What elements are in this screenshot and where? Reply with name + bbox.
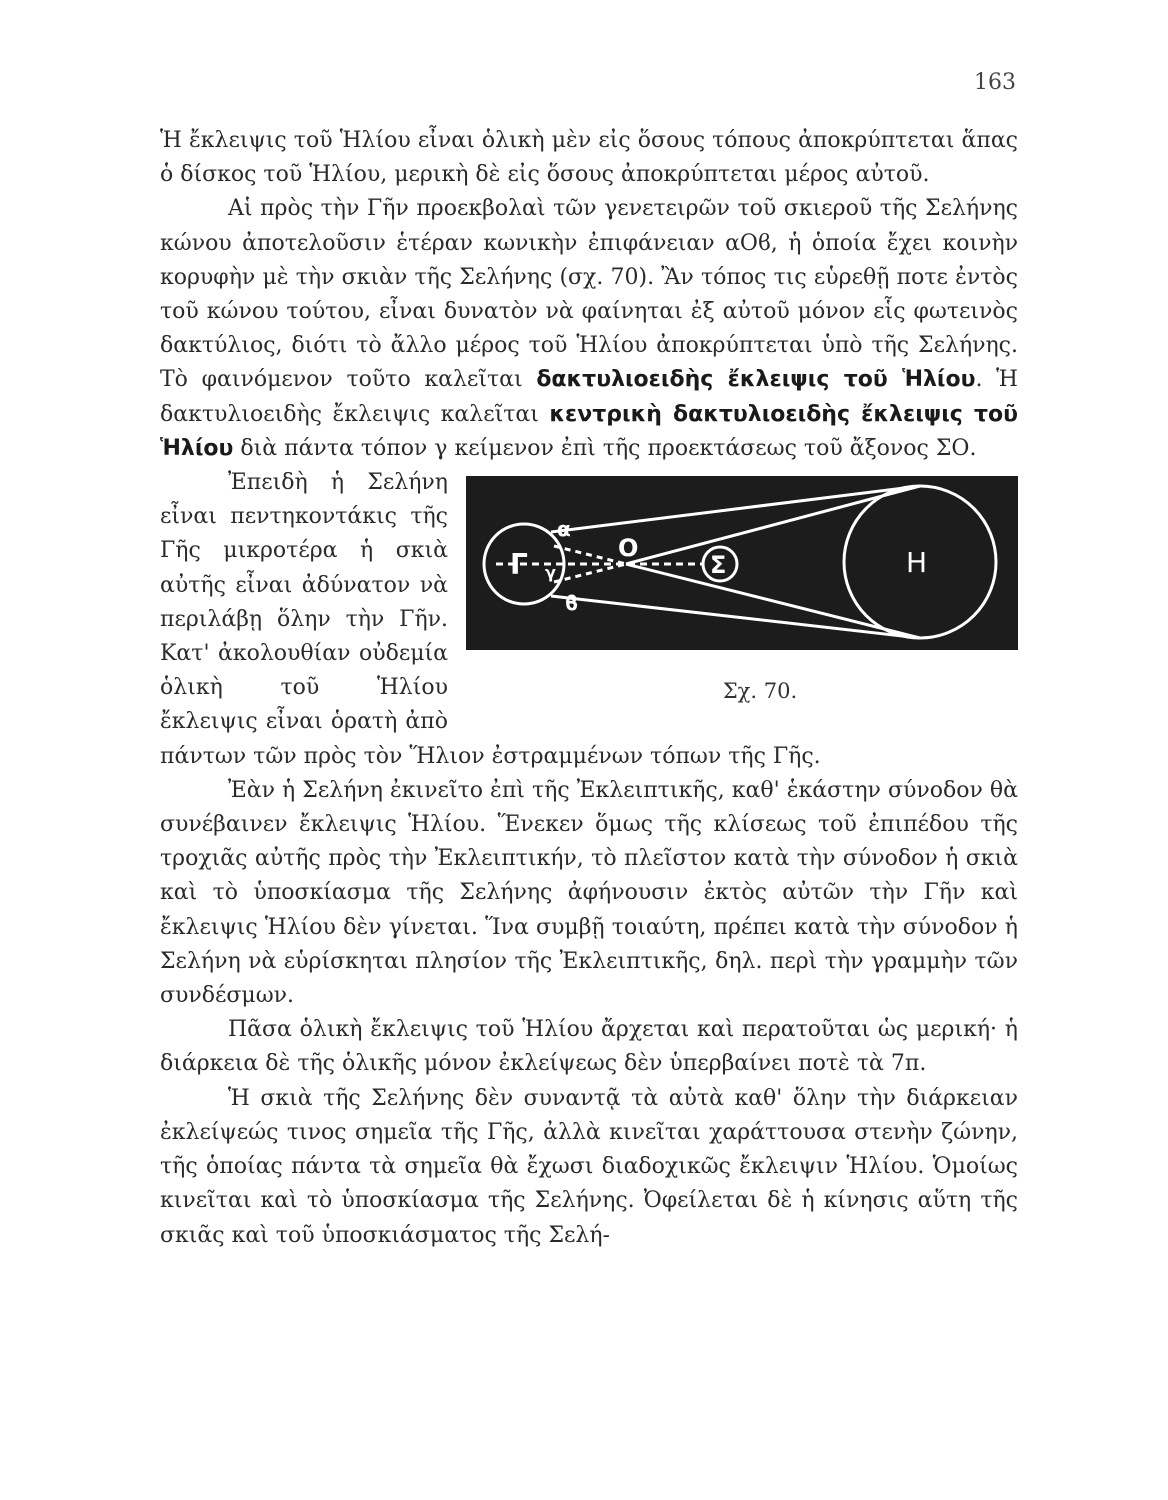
text-run: Αἱ πρὸς τὴν Γῆν προεκβολαὶ τῶν γενετειρῶν τοῦ σκιεροῦ τῆς Σελήνης κώνου ἀποτελοῦσιν ἑτέραν κωνικὴν ἐπιφάνειαν αΟϐ, ἡ ὁποία ἔχει κοινὴν κορυφὴν μὲ τὴν σκιὰν τῆς Σελήνης (σχ. 70). Ἂν τόπος τις εὑρεθῇ ποτε ἐντὸς τοῦ κώνου τούτου, εἶναι δυνατὸν νὰ φαίνηται ἐξ αὐτοῦ μόνον εἷς φωτεινὸς δακτύλιος, διότι τὸ ἄλλο μέρος τοῦ Ἡλίου ἀποκρύπτεται ὑπὸ τῆς Σελήνης. Τὸ φαινόμενον τοῦτο καλεῖται xyxy=(160,196,1018,393)
paragraph-1 xyxy=(160,124,1018,192)
sun-label: Η xyxy=(906,546,928,580)
vertex-label: Ο xyxy=(618,534,639,563)
paragraph-6 xyxy=(160,1082,1018,1253)
alpha-label: α xyxy=(557,517,571,542)
text-run: Ἡ ἔκλειψις τοῦ Ἡλίου εἶναι ὁλικὴ μὲν εἰς ὅσους τόπους ἀποκρύπτεται ἅπας ὁ δίσκος τοῦ Ἡλίου, μερικὴ δὲ εἰς ὅσους ἀποκρύπτεται μέρος αὐτοῦ. xyxy=(160,128,1018,188)
gamma-label: γ xyxy=(545,563,556,583)
paragraph-2 xyxy=(160,192,1018,466)
text-run: Ἡ σκιὰ τῆς Σελήνης δὲν συναντᾷ τὰ αὐτὰ καθ' ὅλην τὴν διάρκειαν ἐκλείψεώς τινος σημεῖα τῆς Γῆς, ἀλλὰ κινεῖται χαράττουσα στενὴν ζώνην, τῆς ὁποίας πάντα τὰ σημεῖα θὰ ἔχωσι διαδοχικῶς ἔκλειψιν Ἡλίου. Ὁμοίως κινεῖται καὶ τὸ ὑποσκίασμα τῆς Σελήνης. Ὀφείλεται δὲ ἡ κίνησις αὕτη τῆς σκιᾶς καὶ τοῦ ὑποσκιάσματος τῆς Σελή- xyxy=(160,1085,1018,1248)
earth-label: Γ xyxy=(510,548,528,582)
bold-term: δακτυλιοειδὴς ἔκλειψις τοῦ Ἡλίου xyxy=(536,367,976,393)
figure-caption: Σχ. 70. xyxy=(722,679,798,704)
paragraph-4 xyxy=(160,774,1018,1013)
text-run: διὰ πάντα τόπον γ κείμενον ἐπὶ τῆς προεκτάσεως τοῦ ἄξονος ΣΟ. xyxy=(233,435,977,461)
text-run: Ἐπειδὴ ἡ Σελήνη εἶναι πεντηκοντάκις τῆς Γῆς μικροτέρα ἡ σκιὰ αὐτῆς εἶναι ἀδύνατον νὰ περιλάβῃ ὅλην τὴν Γῆν. Κατ' ἀκολουθίαν οὐδεμία ὁλικὴ τοῦ Ἡλίου ἔκλειψις εἶναι ὁρατὴ ἀπὸ πάντων τῶν πρὸς τὸν Ἥλιον ἐστραμμένων τόπων τῆς Γῆς. xyxy=(160,470,821,769)
eclipse-diagram xyxy=(466,476,1018,650)
paragraph-5 xyxy=(160,1013,1018,1081)
figure-70 xyxy=(466,476,1018,708)
moon-label: Σ xyxy=(710,551,727,580)
text-run: . Ἡ δακτυλιοειδὴς ἔκλειψις καλεῖται xyxy=(160,367,1018,427)
body-text xyxy=(160,124,1018,1253)
beta-label: ϐ xyxy=(565,591,579,616)
text-run: Ἐὰν ἡ Σελήνη ἐκινεῖτο ἐπὶ τῆς Ἐκλειπτικῆς, καθ' ἑκάστην σύνοδον θὰ συνέβαινεν ἔκλειψις Ἡλίου. Ἕνεκεν ὅμως τῆς κλίσεως τοῦ ἐπιπέδου τῆς τροχιᾶς αὐτῆς πρὸς τὴν Ἐκλειπτικήν, τὸ πλεῖστον κατὰ τὴν σύνοδον ἡ σκιὰ καὶ τὸ ὑποσκίασμα τῆς Σελήνης ἀφήνουσιν ἐκτὸς αὐτῶν τὴν Γῆν καὶ ἔκλειψις Ἡλίου δὲν γίνεται. Ἵνα συμβῇ τοιαύτη, πρέπει κατὰ τὴν σύνοδον ἡ Σελήνη νὰ εὑρίσκηται πλησίον τῆς Ἐκλειπτικῆς, δηλ. περὶ τὴν γραμμὴν τῶν συνδέσμων. xyxy=(160,777,1018,1009)
page-number: 163 xyxy=(974,70,1016,95)
bold-term: κεντρικὴ δακτυλιοειδὴς ἔκλειψις τοῦ Ἡλίου xyxy=(160,401,1018,461)
text-run: Πᾶσα ὁλικὴ ἔκλειψις τοῦ Ἡλίου ἄρχεται καὶ περατοῦται ὡς μερική· ἡ διάρκεια δὲ τῆς ὁλικῆς μόνον ἐκλείψεως δὲν ὑπερβαίνει ποτὲ τὰ 7π. xyxy=(160,1017,1018,1077)
